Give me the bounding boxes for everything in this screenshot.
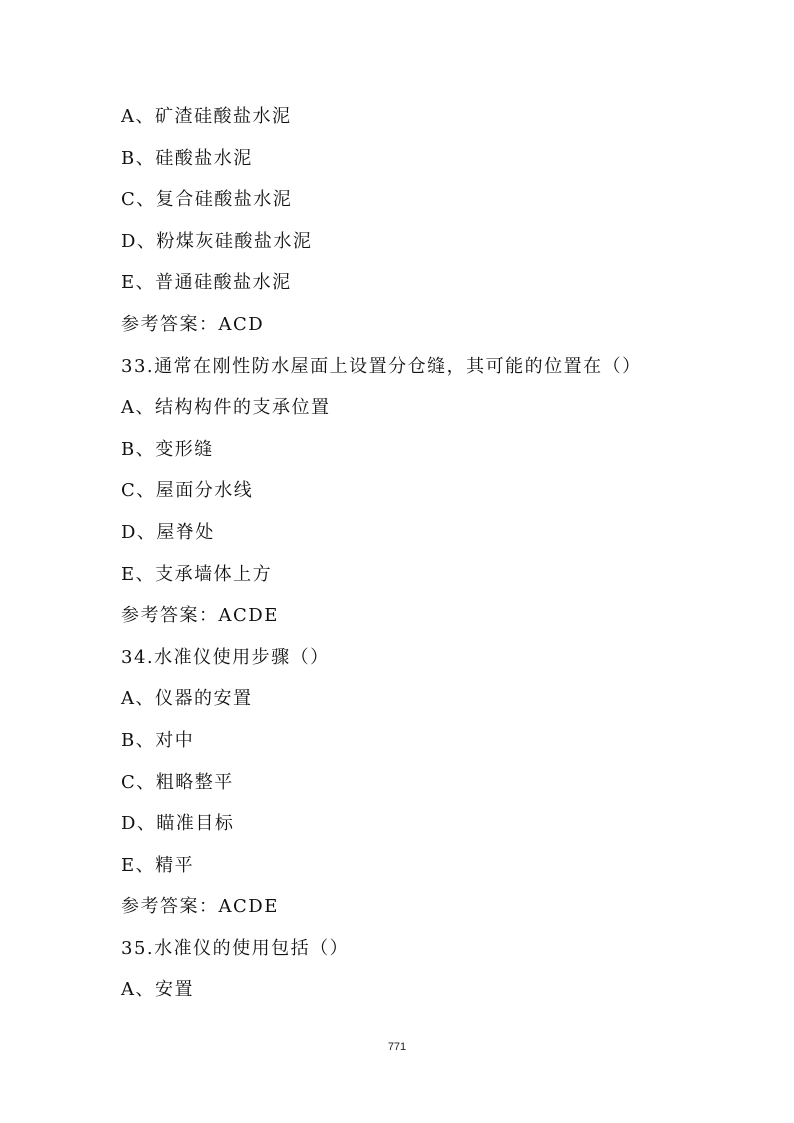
option-line: C、复合硅酸盐水泥 — [121, 189, 293, 211]
option-line: B、变形缝 — [121, 438, 214, 460]
option-line: A、结构构件的支承位置 — [121, 397, 331, 419]
option-line: C、粗略整平 — [121, 771, 234, 793]
answer-line: 参考答案：ACD — [121, 313, 265, 335]
option-line: D、粉煤灰硅酸盐水泥 — [121, 230, 313, 252]
option-line: B、硅酸盐水泥 — [121, 147, 253, 169]
answer-line: 参考答案：ACDE — [121, 605, 279, 627]
option-line: D、屋脊处 — [121, 521, 215, 543]
question-line: 34.水准仪使用步骤（） — [121, 646, 330, 668]
option-line: E、支承墙体上方 — [121, 563, 273, 585]
option-line: A、安置 — [121, 979, 194, 1001]
page-number: 771 — [387, 1041, 407, 1053]
option-line: E、普通硅酸盐水泥 — [121, 272, 292, 294]
question-line: 35.水准仪的使用包括（） — [121, 937, 350, 959]
option-line: E、精平 — [121, 854, 195, 876]
option-line: D、瞄准目标 — [121, 813, 235, 835]
option-line: B、对中 — [121, 729, 195, 751]
option-line: A、仪器的安置 — [121, 688, 253, 710]
question-line: 33.通常在刚性防水屋面上设置分仓缝，其可能的位置在（） — [121, 355, 642, 377]
option-line: C、屋面分水线 — [121, 480, 254, 502]
answer-line: 参考答案：ACDE — [121, 896, 279, 918]
page-content — [121, 103, 681, 1018]
option-line: A、矿渣硅酸盐水泥 — [121, 106, 292, 127]
